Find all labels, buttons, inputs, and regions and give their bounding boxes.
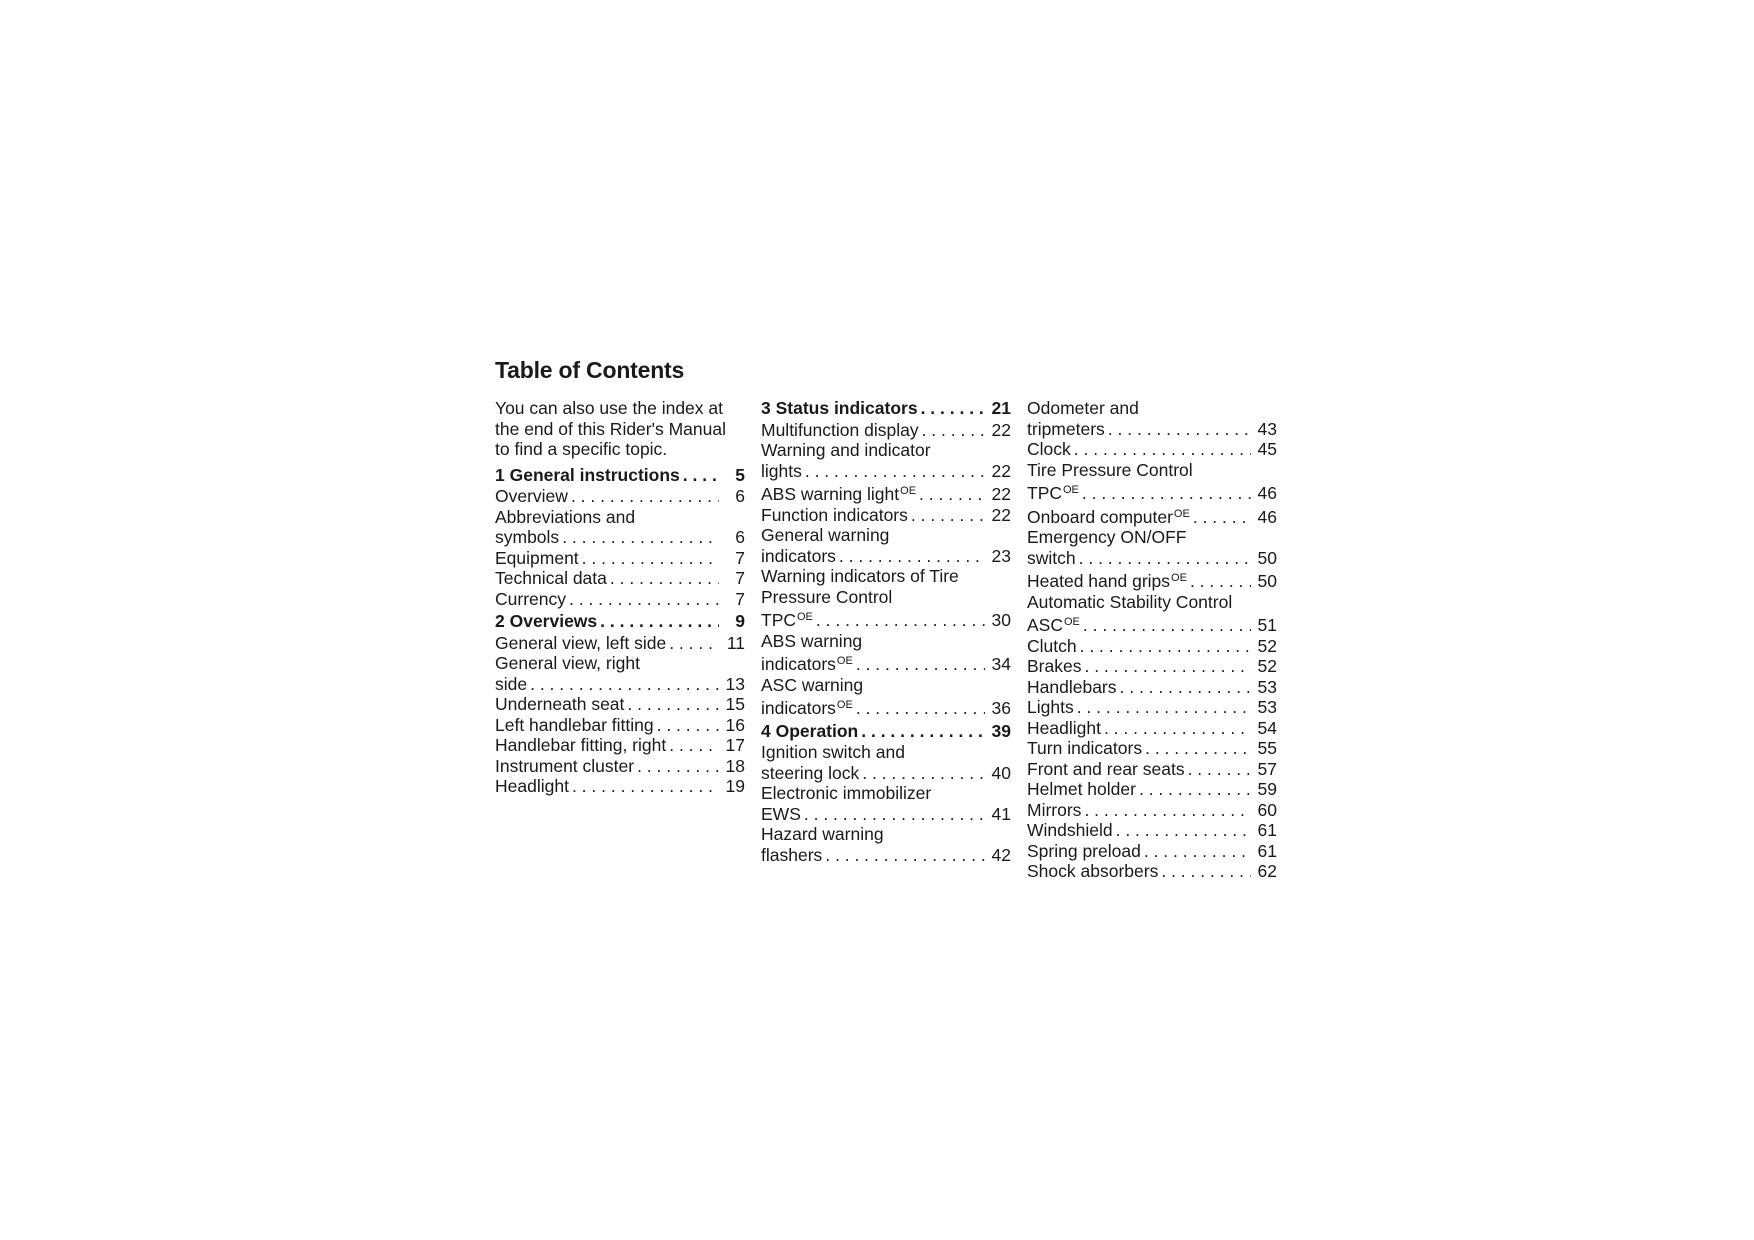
optional-equipment-marker: OE (900, 485, 917, 497)
dot-leader (805, 461, 985, 482)
toc-entry[interactable] (1027, 779, 1277, 800)
toc-page-number: 45 (1257, 439, 1277, 459)
toc-entry-line: ASC warning (761, 674, 864, 695)
toc-entry-title: Underneath seat (495, 694, 625, 714)
toc-page-number: 9 (735, 611, 745, 631)
toc-entry[interactable] (1027, 504, 1277, 528)
toc-entry[interactable] (495, 507, 745, 548)
dot-leader (1080, 636, 1251, 657)
toc-page-number: 23 (991, 545, 1011, 566)
toc-column-1 (495, 398, 745, 797)
toc-page-number: 59 (1257, 779, 1277, 799)
toc-page-number: 22 (991, 504, 1011, 525)
toc-entry[interactable] (495, 776, 745, 797)
toc-entry-line: Warning and indicator (761, 440, 931, 460)
dot-leader (816, 610, 985, 631)
toc-entry[interactable] (1027, 759, 1277, 780)
toc-entry-line: Abbreviations and (495, 506, 636, 527)
toc-entry[interactable] (495, 756, 745, 777)
toc-entry-line: ABS warning (761, 630, 863, 651)
toc-entry-title: Headlight (495, 776, 569, 796)
toc-page-number: 52 (1257, 656, 1277, 676)
toc-page-number: 52 (1257, 635, 1277, 656)
dot-leader (825, 845, 985, 866)
optional-equipment-marker: OE (836, 699, 853, 711)
optional-equipment-marker: OE (797, 611, 813, 623)
toc-entry-title: Spring preload (1027, 840, 1141, 861)
toc-entry[interactable] (1027, 656, 1277, 677)
optional-equipment-marker: OE (836, 655, 853, 667)
dot-leader (861, 721, 985, 742)
toc-entry[interactable] (761, 631, 1011, 675)
dot-leader (804, 804, 985, 825)
toc-page-number: 53 (1257, 697, 1277, 717)
toc-chapter[interactable] (495, 611, 745, 632)
toc-page-number: 51 (1257, 615, 1277, 635)
toc-page-number: 61 (1257, 820, 1277, 840)
optional-equipment-marker: OE (1173, 507, 1190, 520)
dot-leader (1144, 841, 1251, 862)
toc-entry-title: Front and rear seats (1027, 758, 1185, 779)
dot-leader (839, 546, 985, 567)
dot-leader (627, 694, 719, 715)
dot-leader (683, 465, 719, 486)
toc-entry-title: TPC (761, 610, 796, 630)
toc-entry[interactable] (1027, 677, 1277, 698)
toc-entry-title: Brakes (1027, 656, 1082, 676)
toc-page-number: 43 (1257, 418, 1277, 439)
dot-leader (657, 715, 719, 736)
toc-entry-title: tripmeters (1027, 418, 1105, 439)
toc-entry-title: 1 General instructions (495, 464, 680, 485)
toc-entry[interactable] (495, 653, 745, 694)
toc-entry[interactable] (761, 420, 1011, 441)
toc-entry-title: indicators (761, 545, 836, 566)
toc-entry-title: General view, left side (495, 632, 667, 653)
toc-entry-line: General warning (761, 525, 890, 545)
toc-page-number: 22 (991, 460, 1011, 481)
toc-page-number: 21 (991, 398, 1011, 418)
toc-entry-title: Currency (495, 588, 566, 609)
toc-page-number: 57 (1257, 758, 1277, 779)
dot-leader (571, 486, 719, 507)
dot-leader (1139, 779, 1251, 800)
toc-entry[interactable] (1027, 820, 1277, 841)
toc-entry-title: Left handlebar fitting (495, 714, 654, 735)
dot-leader (1108, 419, 1251, 440)
toc-entry-title: ABS warning light (761, 484, 900, 504)
toc-entry-title: indicators (761, 698, 836, 718)
toc-page-number: 7 (735, 588, 745, 609)
toc-entry-title: switch (1027, 547, 1076, 568)
toc-page-number: 54 (1257, 717, 1277, 738)
toc-entry[interactable] (1027, 636, 1277, 657)
toc-page-number: 42 (991, 844, 1011, 865)
toc-entry[interactable] (1027, 527, 1277, 568)
dot-leader (669, 633, 719, 654)
toc-page-number: 61 (1257, 840, 1277, 861)
toc-intro: You can also use the index at the end of this Rider's Manual to find a specific topic. (495, 398, 726, 459)
toc-page-number: 36 (991, 698, 1011, 718)
toc-entry-title: Lights (1027, 697, 1074, 717)
toc-entry-title: symbols (495, 527, 560, 547)
toc-entry[interactable] (495, 694, 745, 715)
dot-leader (911, 505, 985, 526)
toc-chapter[interactable] (761, 398, 1011, 419)
toc-entry-title: indicators (761, 654, 836, 674)
toc-entry[interactable] (761, 525, 1011, 566)
toc-entry[interactable] (761, 505, 1011, 526)
toc-page-number: 46 (1257, 506, 1277, 527)
toc-page-number: 15 (725, 694, 745, 714)
dot-leader (1074, 439, 1251, 460)
dot-leader (1188, 759, 1251, 780)
toc-page-number: 22 (991, 484, 1011, 504)
dot-leader (856, 698, 985, 719)
dot-leader (1082, 483, 1251, 504)
toc-entry[interactable] (1027, 697, 1277, 718)
dot-leader (610, 568, 719, 589)
dot-leader (1084, 656, 1251, 677)
toc-entry[interactable] (761, 481, 1011, 505)
toc-page-number: 34 (991, 654, 1011, 674)
toc-entry-title: ASC (1027, 615, 1063, 635)
toc-entry-title: Onboard computer (1027, 506, 1173, 527)
toc-entry-line: Electronic immobilizer (761, 783, 932, 803)
toc-entry-title: Multifunction display (761, 419, 919, 440)
toc-entry-title: Turn indicators (1027, 738, 1143, 758)
toc-page-number: 13 (725, 673, 745, 694)
dot-leader (922, 420, 985, 441)
toc-entry[interactable] (1027, 861, 1277, 882)
dot-leader (582, 548, 719, 569)
toc-entry-title: side (495, 673, 528, 694)
toc-entry-title: 4 Operation (761, 720, 859, 741)
toc-entry[interactable] (1027, 439, 1277, 460)
toc-page-number: 6 (735, 527, 745, 547)
toc-page-number: 46 (1257, 483, 1277, 503)
toc-entry-line: Tire Pressure Control (1027, 459, 1193, 480)
toc-entry-title: Technical data (495, 568, 607, 588)
dot-leader (572, 776, 719, 797)
toc-page-number: 6 (735, 486, 745, 506)
toc-entry[interactable] (1027, 568, 1277, 592)
page-title: Table of Contents (495, 357, 685, 383)
toc-entry[interactable] (1027, 841, 1277, 862)
toc-page-number: 7 (735, 568, 745, 588)
dot-leader (1193, 507, 1251, 528)
toc-entry-line: General view, right (495, 653, 640, 673)
toc-page-number: 55 (1257, 738, 1277, 758)
optional-equipment-marker: OE (1171, 572, 1187, 584)
toc-entry-title: Handlebar fitting, right (495, 735, 667, 755)
toc-page-number: 11 (726, 632, 745, 653)
toc-chapter[interactable] (761, 721, 1011, 742)
toc-entry[interactable] (761, 566, 1011, 631)
optional-equipment-marker: OE (1063, 484, 1079, 496)
toc-page-number: 17 (725, 735, 745, 755)
toc-entry-title: Headlight (1027, 717, 1101, 738)
dot-leader (1190, 571, 1251, 592)
dot-leader (1161, 861, 1251, 882)
toc-entry-title: TPC (1027, 483, 1062, 503)
toc-entry-title: 3 Status indicators (761, 398, 918, 418)
toc-entry-title: flashers (761, 844, 823, 865)
toc-page-number: 22 (991, 419, 1011, 440)
toc-entry-line: Warning indicators of Tire (761, 566, 959, 586)
toc-entry[interactable] (495, 735, 745, 756)
toc-page-number: 7 (735, 547, 745, 568)
toc-entry-title: Helmet holder (1027, 779, 1136, 799)
toc-page-number: 19 (725, 776, 745, 796)
toc-entry-title: steering lock (761, 762, 860, 783)
toc-chapter[interactable] (495, 465, 745, 486)
toc-entry[interactable] (761, 783, 1011, 824)
toc-entry[interactable] (1027, 592, 1277, 636)
dot-leader (569, 589, 719, 610)
toc-entry-title: 2 Overviews (495, 611, 598, 631)
toc-entry-line: Ignition switch and (761, 742, 905, 762)
dot-leader (862, 763, 985, 784)
dot-leader (1145, 738, 1251, 759)
toc-entry[interactable] (1027, 398, 1277, 439)
toc-page-number: 50 (1257, 571, 1277, 591)
dot-leader (637, 756, 719, 777)
toc-entry[interactable] (1027, 800, 1277, 821)
dot-leader (1120, 677, 1252, 698)
toc-entry-line: Emergency ON/OFF (1027, 527, 1187, 547)
toc-entry-title: Handlebars (1027, 676, 1117, 697)
toc-page-number: 30 (991, 610, 1011, 630)
dot-leader (1104, 718, 1251, 739)
dot-leader (669, 735, 719, 756)
toc-page-number: 50 (1257, 547, 1277, 568)
toc-page-number: 41 (991, 803, 1011, 824)
toc-entry-title: Equipment (495, 547, 579, 568)
toc-entry-line: Automatic Stability Control (1027, 591, 1233, 612)
toc-entry-title: Mirrors (1027, 799, 1082, 820)
dot-leader (562, 527, 719, 548)
toc-entry[interactable] (495, 568, 745, 589)
dot-leader (530, 674, 719, 695)
toc-entry-title: Shock absorbers (1027, 861, 1159, 881)
dot-leader (1084, 800, 1251, 821)
toc-entry-title: Clock (1027, 439, 1071, 459)
toc-entry-title: Overview (495, 486, 568, 506)
dot-leader (919, 484, 985, 505)
toc-page-number: 53 (1257, 676, 1277, 697)
dot-leader (600, 611, 719, 632)
toc-page-number: 16 (725, 714, 745, 735)
toc-entry[interactable] (761, 440, 1011, 481)
toc-entry[interactable] (495, 715, 745, 736)
toc-page-number: 40 (991, 762, 1011, 783)
dot-leader (1077, 697, 1251, 718)
toc-entry[interactable] (1027, 738, 1277, 759)
toc-entry-title: Function indicators (761, 504, 908, 525)
toc-entry-title: Windshield (1027, 820, 1113, 840)
dot-leader (1116, 820, 1251, 841)
toc-entry-line: Odometer and (1027, 398, 1139, 418)
toc-entry-line: Hazard warning (761, 824, 884, 844)
toc-page-number: 60 (1257, 799, 1277, 820)
toc-entry[interactable] (495, 589, 745, 610)
dot-leader (1083, 615, 1251, 636)
toc-entry-title: EWS (761, 803, 801, 824)
optional-equipment-marker: OE (1063, 616, 1080, 628)
toc-column-3 (1027, 398, 1277, 882)
toc-entry[interactable] (761, 824, 1011, 865)
toc-column-2 (761, 398, 1011, 865)
toc-entry[interactable] (495, 486, 745, 507)
toc-entry-title: Instrument cluster (495, 755, 635, 776)
toc-entry-title: Clutch (1027, 635, 1077, 656)
toc-page-number: 39 (991, 720, 1011, 741)
toc-entry-title: lights (761, 460, 802, 481)
toc-entry[interactable] (1027, 718, 1277, 739)
toc-entry[interactable] (1027, 460, 1277, 504)
toc-entry-title: Heated hand grips (1027, 571, 1171, 591)
toc-page-number: 18 (725, 755, 745, 776)
toc-page-number: 62 (1257, 861, 1277, 881)
toc-entry[interactable] (495, 633, 745, 654)
toc-page-number: 5 (735, 464, 745, 485)
dot-leader (921, 398, 985, 419)
toc-entry[interactable] (761, 742, 1011, 783)
dot-leader (1079, 548, 1251, 569)
toc-entry[interactable] (761, 675, 1011, 719)
toc-entry-line: Pressure Control (761, 586, 893, 607)
toc-entry[interactable] (495, 548, 745, 569)
dot-leader (856, 654, 985, 675)
